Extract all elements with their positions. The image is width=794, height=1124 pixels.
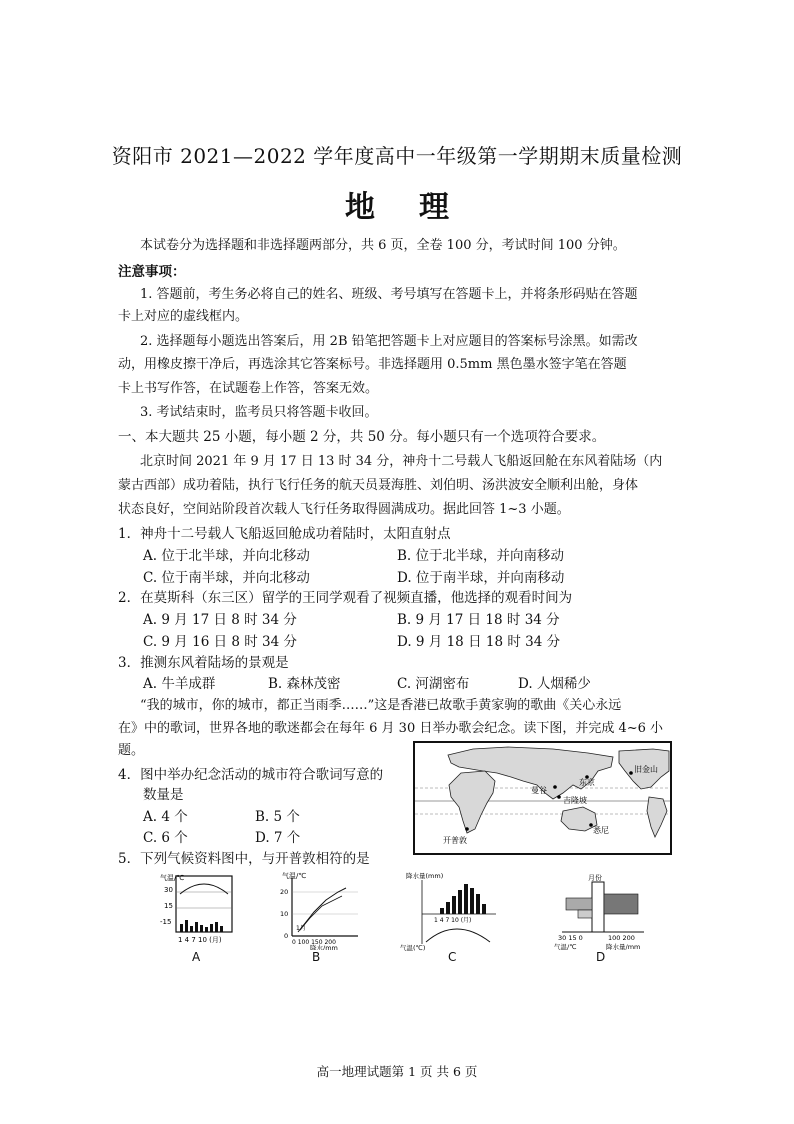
world-map-figure bbox=[413, 741, 672, 855]
q4-option-b: B. 5 个 bbox=[255, 809, 300, 825]
chart-d-top-label: 月份 bbox=[588, 874, 602, 882]
subject-title: 地理 bbox=[345, 190, 493, 225]
passage-1-line-2: 蒙古西部）成功着陆，执行飞行任务的航天员聂海胜、刘伯明、汤洪波安全顺利出舱，身体 bbox=[118, 478, 639, 493]
q2-stem: 2．在莫斯科（东三区）留学的王同学观看了视频直播，他选择的观看时间为 bbox=[118, 590, 573, 606]
note-2-line-2: 动，用橡皮擦干净后，再选涂其它答案标号。非选择题用 0.5mm 黑色墨水签字笔在答题 bbox=[118, 357, 627, 372]
note-3-line-1: 3. 考试结束时，监考员只将答题卡收回。 bbox=[140, 405, 378, 420]
chart-a-label: A bbox=[192, 950, 201, 964]
chart-d-xticks-left: 30 15 0 bbox=[558, 934, 583, 942]
chart-a-tick-neg15: -15 bbox=[160, 918, 172, 926]
chart-b-tick-10: 10 bbox=[280, 910, 289, 918]
q3-option-a: A. 牛羊成群 bbox=[143, 676, 216, 692]
q1-option-d: D. 位于南半球，并向南移动 bbox=[397, 570, 565, 586]
passage-1-line-1: 北京时间 2021 年 9 月 17 日 13 时 34 分，神舟十二号载人飞船返回舱在东风着陆场（内 bbox=[140, 454, 663, 469]
q1-stem: 1．神舟十二号载人飞船返回舱成功着陆时，太阳直射点 bbox=[118, 526, 451, 542]
q4-stem-line-1: 4．图中举办纪念活动的城市符合歌词写意的 bbox=[118, 767, 384, 783]
q4-stem-line-2: 数量是 bbox=[143, 787, 184, 803]
map-label-cape-town: 开普敦 bbox=[443, 836, 467, 845]
q4-option-d: D. 7 个 bbox=[255, 830, 301, 846]
chart-b-xticks: 0 100 150 200 bbox=[292, 939, 336, 946]
chart-b-yaxis-label: 气温/℃ bbox=[282, 872, 307, 880]
map-label-sydney: 悉尼 bbox=[593, 826, 609, 835]
chart-b-tick-20: 20 bbox=[280, 888, 289, 896]
climate-chart-c bbox=[400, 870, 500, 952]
q3-stem: 3．推测东风着陆场的景观是 bbox=[118, 655, 289, 671]
note-1-line-2: 卡上对应的虚线框内。 bbox=[118, 309, 249, 324]
map-label-san-francisco: 旧金山 bbox=[634, 765, 658, 774]
passage-1-line-3: 状态良好，空间站阶段首次载人飞行任务取得圆满成功。据此回答 1~3 小题。 bbox=[118, 502, 570, 517]
intro-text: 本试卷分为选择题和非选择题两部分，共 6 页，全卷 100 分，考试时间 100 分钟。 bbox=[140, 238, 626, 253]
map-label-bangkok: 曼谷 bbox=[531, 786, 547, 795]
q4-option-a: A. 4 个 bbox=[143, 809, 188, 825]
chart-d-xticks-right: 100 200 bbox=[608, 934, 635, 942]
chart-a-tick-15: 15 bbox=[164, 902, 173, 910]
chart-a-tick-30: 30 bbox=[164, 886, 173, 894]
q4-option-c: C. 6 个 bbox=[143, 830, 188, 846]
note-1-line-1: 1. 答题前，考生务必将自己的姓名、班级、考号填写在答题卡上，并将条形码贴在答题 bbox=[140, 287, 638, 302]
q3-option-c: C. 河湖密布 bbox=[397, 676, 470, 692]
chart-d-xlabel-left: 气温/℃ bbox=[554, 943, 577, 950]
chart-b-month-label: 1月 bbox=[296, 925, 306, 932]
chart-c-bottom-label: 气温(℃) bbox=[400, 944, 426, 952]
note-2-line-1: 2. 选择题每小题选出答案后，用 2B 铅笔把答题卡上对应题目的答案标号涂黑。如需改 bbox=[140, 334, 638, 349]
q1-option-c: C. 位于南半球，并向北移动 bbox=[143, 570, 310, 586]
note-2-line-3: 卡上书写作答，在试题卷上作答，答案无效。 bbox=[118, 381, 379, 396]
passage-2-line-3: 题。 bbox=[118, 743, 145, 758]
q2-option-d: D. 9 月 18 日 18 时 34 分 bbox=[397, 634, 561, 650]
chart-c-months: 1 4 7 10 (月) bbox=[434, 917, 472, 924]
climate-chart-a bbox=[160, 872, 240, 948]
chart-c-top-label: 降水量(mm) bbox=[406, 872, 444, 880]
chart-a-yaxis-label: 气温/℃ bbox=[160, 874, 185, 882]
chart-a-xaxis: 1 4 7 10 (月) bbox=[178, 936, 222, 944]
passage-2-line-1: “我的城市，你的城市，都正当雨季……”这是香港已故歌手黄家驹的歌曲《关心永远 bbox=[140, 698, 622, 713]
q2-option-a: A. 9 月 17 日 8 时 34 分 bbox=[143, 612, 297, 628]
q2-option-b: B. 9 月 17 日 18 时 34 分 bbox=[397, 612, 560, 628]
q1-option-a: A. 位于北半球，并向北移动 bbox=[143, 548, 310, 564]
q5-stem: 5．下列气候资料图中，与开普敦相符的是 bbox=[118, 851, 370, 867]
world-map bbox=[413, 741, 672, 855]
map-label-kuala-lumpur: 吉隆坡 bbox=[563, 796, 587, 805]
chart-b-xaxis-label: 降水/mm bbox=[310, 944, 338, 950]
chart-b-label: B bbox=[312, 950, 321, 964]
exam-title: 资阳市 2021—2022 学年度高中一年级第一学期期末质量检测 bbox=[111, 144, 683, 168]
chart-d-label: D bbox=[596, 950, 606, 964]
passage-2-line-2: 在》中的歌词，世界各地的歌迷都会在每年 6 月 30 日举办歌会纪念。读下图，并完成 4~6 小 bbox=[118, 721, 664, 736]
climate-chart-d bbox=[548, 872, 652, 950]
section-1-heading: 一、本大题共 25 小题，每小题 2 分，共 50 分。每小题只有一个选项符合要求。 bbox=[118, 429, 606, 445]
chart-c-label: C bbox=[448, 950, 457, 964]
page-footer: 高一地理试题第 1 页 共 6 页 bbox=[316, 1064, 478, 1079]
climate-chart-b bbox=[280, 870, 362, 950]
q1-option-b: B. 位于北半球，并向南移动 bbox=[397, 548, 565, 564]
q2-option-c: C. 9 月 16 日 8 时 34 分 bbox=[143, 634, 298, 650]
notes-heading: 注意事项： bbox=[118, 264, 186, 280]
q3-option-d: D. 人烟稀少 bbox=[518, 676, 591, 692]
q3-option-b: B. 森林茂密 bbox=[268, 676, 341, 692]
map-label-tokyo: 东京 bbox=[579, 778, 595, 787]
chart-b-tick-0: 0 bbox=[284, 932, 289, 940]
chart-d-xlabel-right: 降水量/mm bbox=[606, 943, 641, 950]
